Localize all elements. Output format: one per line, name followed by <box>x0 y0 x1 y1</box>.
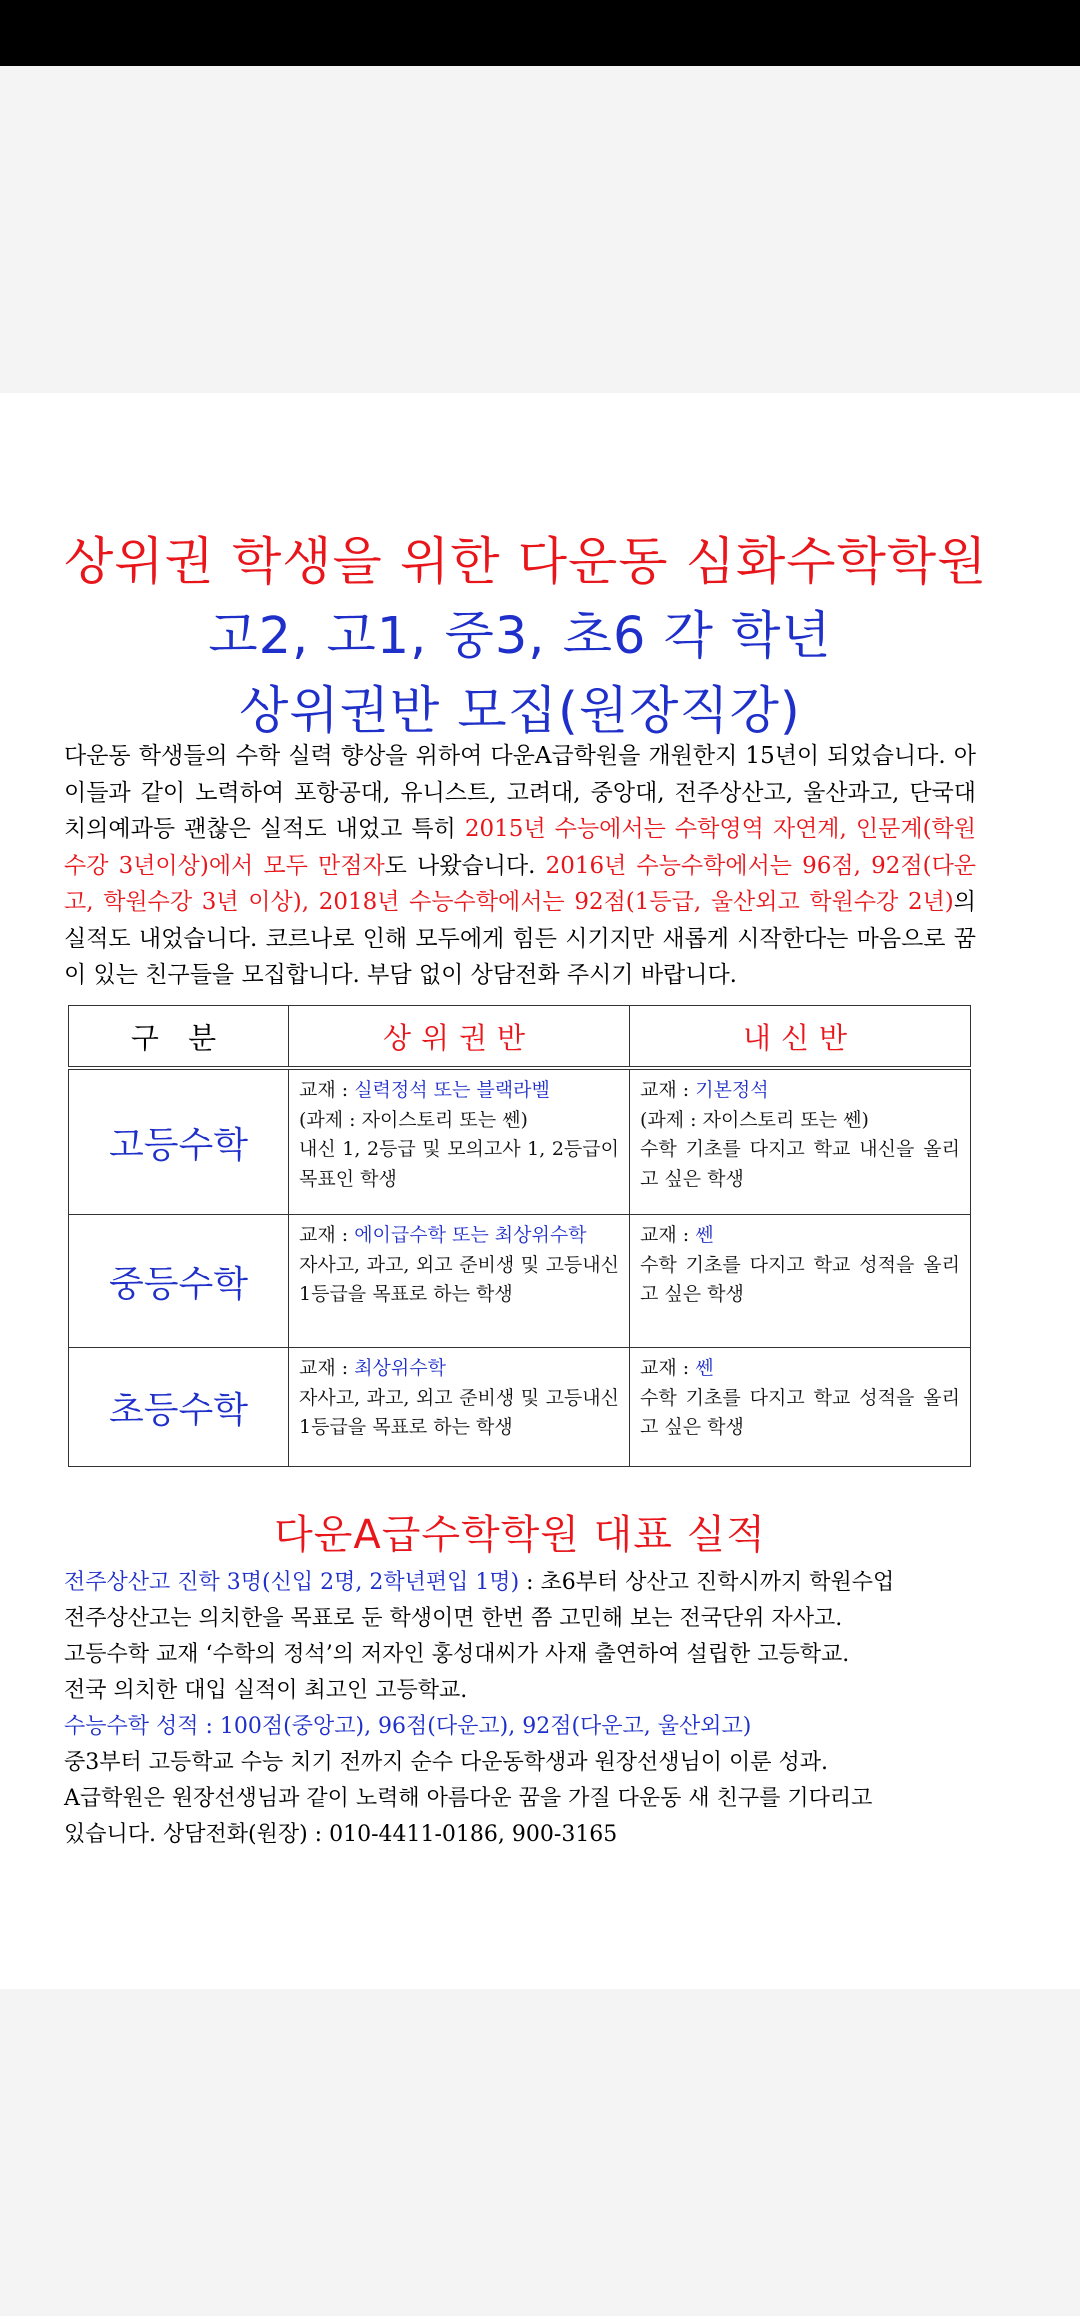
book-label: 교재 : <box>299 1079 355 1101</box>
class-description: 자사고, 과고, 외고 준비생 및 고등내신 1등급을 목표로 하는 학생 <box>299 1253 619 1305</box>
achievement-highlight: 전주상산고 진학 3명(신입 2명, 2학년편입 1명) <box>64 1570 520 1595</box>
top-class-cell <box>289 1215 630 1348</box>
intro-highlight: 2015년 수능에서는 수학영역 자연계, 인문계(학원수강 3년이상)에서 모두 만점자 <box>64 816 976 879</box>
achievement-score-line: 수능수학 성적 : 100점(중앙고), 96점(다운고), 92점(다운고, 울산외고) <box>64 1714 752 1739</box>
book-name: 에이급수학 또는 최상위수학 <box>354 1224 587 1246</box>
status-bar <box>0 0 1080 66</box>
intro-highlight: 2016년 수능수학에서는 96점, 92점(다운고, 학원수강 3년 이상), 2018년 수능수학에서는 92점(1등급, 울산외고 학원수강 2년) <box>64 852 977 915</box>
book-label: 교재 : <box>640 1224 696 1246</box>
book-label: 교재 : <box>640 1357 696 1379</box>
intro-text: 도 나왔습니다. <box>384 852 546 879</box>
book-name: 기본정석 <box>695 1079 769 1101</box>
intro-text: 다운동 학생들의 수학 실력 향상을 위하여 다운A급학원을 개원한지 15년이 되었습니다. 아이들과 같이 노력하여 포항공대, 유니스트, 고려대, 중앙대, 전주상산고, 울산과고, 단국대 치의예과등 괜찮은 실적도 내었고 특히 <box>64 743 976 842</box>
intro-text: 의 실적도 내었습니다. 코르나로 인해 모두에게 힘든 시기지만 새롭게 시작한다는 마음으로 꿈이 있는 친구들을 모집합니다. 부담 없이 상담전화 주시기 바랍니다. <box>64 889 976 988</box>
book-label: 교재 : <box>640 1079 696 1101</box>
book-label: 교재 : <box>299 1224 355 1246</box>
contact-line: 있습니다. 상담전화(원장) : 010-4411-0186, 900-3165 <box>64 1822 618 1847</box>
naesin-class-cell <box>630 1068 971 1215</box>
achievement-line: 전국 의치한 대입 실적이 최고인 고등학교. <box>64 1678 468 1703</box>
headline-title: 상위권 학생을 위한 다운동 심화수학학원 <box>64 533 988 592</box>
book-name: 최상위수학 <box>354 1357 446 1379</box>
table-row <box>69 1068 971 1215</box>
book-name: 쎈 <box>695 1357 714 1379</box>
achievement-line: A급학원은 원장선생님과 같이 노력해 아름다운 꿈을 가질 다운동 새 친구를 기다리고 <box>64 1786 873 1811</box>
flyer-image <box>0 393 1080 1989</box>
subject-label: 고등수학 <box>69 1068 289 1215</box>
intro-paragraph <box>64 738 976 994</box>
table-header-row <box>69 1006 971 1069</box>
header-naesin-class: 내신반 <box>630 1006 971 1069</box>
naesin-class-cell <box>630 1348 971 1467</box>
class-description: 수학 기초를 다지고 학교 성적을 올리고 싶은 학생 <box>640 1253 960 1305</box>
achievements-title: 다운A급수학학원 대표 실적 <box>274 1512 766 1558</box>
table-row <box>69 1215 971 1348</box>
achievement-line: 전주상산고는 의치한을 목표로 둔 학생이면 한번 쯤 고민해 보는 전국단위 자사고. <box>64 1606 843 1631</box>
class-description: 자사고, 과고, 외고 준비생 및 고등내신 1등급을 목표로 하는 학생 <box>299 1386 619 1438</box>
achievement-line <box>64 1565 976 1601</box>
top-class-cell <box>289 1068 630 1215</box>
subject-label: 중등수학 <box>69 1215 289 1348</box>
achievement-line: 중3부터 고등학교 수능 치기 전까지 순수 다운동학생과 원장선생님이 이룬 성과. <box>64 1750 828 1775</box>
subject-label: 초등수학 <box>69 1348 289 1467</box>
class-description: 수학 기초를 다지고 학교 성적을 올리고 싶은 학생 <box>640 1386 960 1438</box>
book-name: 쎈 <box>695 1224 714 1246</box>
headline-recruit: 상위권반 모집(원장직강) <box>239 682 801 741</box>
top-class-cell <box>289 1348 630 1467</box>
naesin-class-cell <box>630 1215 971 1348</box>
book-name: 실력정석 또는 블랙라벨 <box>354 1079 550 1101</box>
class-description: (과제 : 자이스토리 또는 쎈) 내신 1, 2등급 및 모의고사 1, 2등급이 목표인 학생 <box>299 1108 619 1190</box>
achievements-list <box>64 1565 976 1853</box>
headline-grades: 고2, 고1, 중3, 초6 각 학년 <box>208 607 832 666</box>
book-label: 교재 : <box>299 1357 355 1379</box>
header-category: 구 분 <box>69 1006 289 1069</box>
header-top-class: 상위권반 <box>289 1006 630 1069</box>
table-row <box>69 1348 971 1467</box>
achievement-line: 고등수학 교재 ‘수학의 정석’의 저자인 홍성대씨가 사재 출연하여 설립한 고등학교. <box>64 1642 850 1667</box>
achievement-text: : 초6부터 상산고 진학시까지 학원수업 <box>519 1570 895 1595</box>
class-description: (과제 : 자이스토리 또는 쎈) 수학 기초를 다지고 학교 내신을 올리고 싶은 학생 <box>640 1108 960 1190</box>
class-table <box>68 1005 971 1467</box>
